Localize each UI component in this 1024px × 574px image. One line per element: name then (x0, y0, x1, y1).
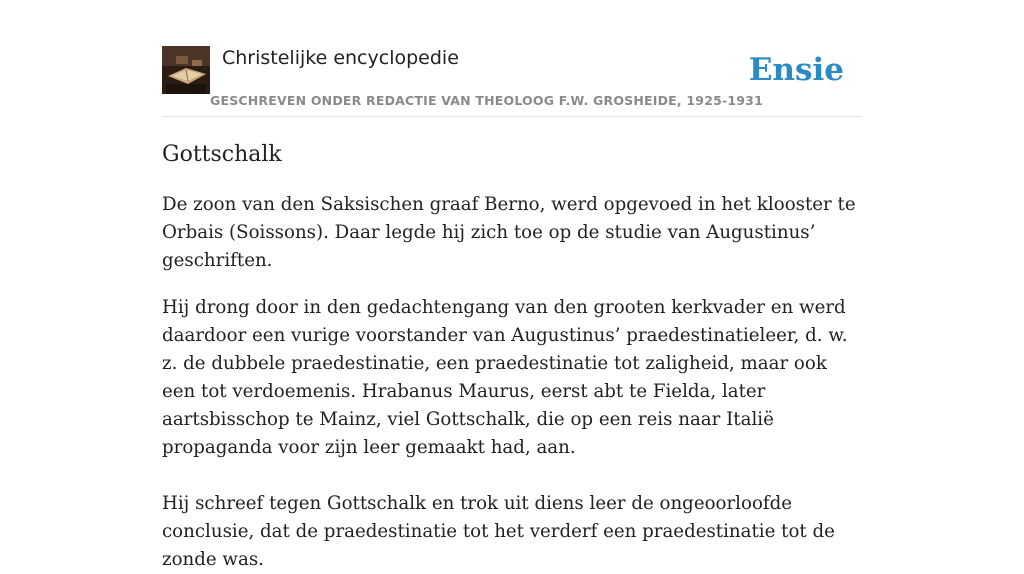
article (162, 138, 864, 574)
ensie-logo[interactable]: Ensie (748, 52, 844, 88)
article-paragraph: De zoon van den Saksischen graaf Berno, werd opgevoed in het klooster te Orbais (Soissons). Daar legde hij zich toe op de studie van Augustinus’ geschriften. (162, 194, 856, 271)
article-paragraph: Hij drong door in den gedachtengang van den grooten kerkvader en werd daardoor een vurige voorstander van Augustinus’ praedestinatieleer, d. w. z. de dubbele praedestinatie, een praedestinatie tot zaligheid, maar ook een tot verdoemenis. Hrabanus Maurus, eerst abt te Fielda, later aartsbisschop te Mainz, viel Gottschalk, die op een reis naar Italië propaganda voor zijn leer gemaakt had, aan. (162, 297, 848, 458)
article-title: Gottschalk (162, 142, 282, 167)
encyclopedia-avatar[interactable] (162, 46, 210, 94)
site-header (162, 46, 862, 117)
article-paragraph: Hij schreef tegen Gottschalk en trok uit diens leer de ongeoorloofde conclusie, dat de praedestinatie tot het verderf een praedestinatie tot de zonde was. (162, 493, 835, 570)
site-subtitle: GESCHREVEN ONDER REDACTIE VAN THEOLOOG F.W. GROSHEIDE, 1925-1931 (210, 93, 763, 108)
site-title[interactable]: Christelijke encyclopedie (222, 47, 459, 69)
book-photo-icon (162, 46, 210, 94)
